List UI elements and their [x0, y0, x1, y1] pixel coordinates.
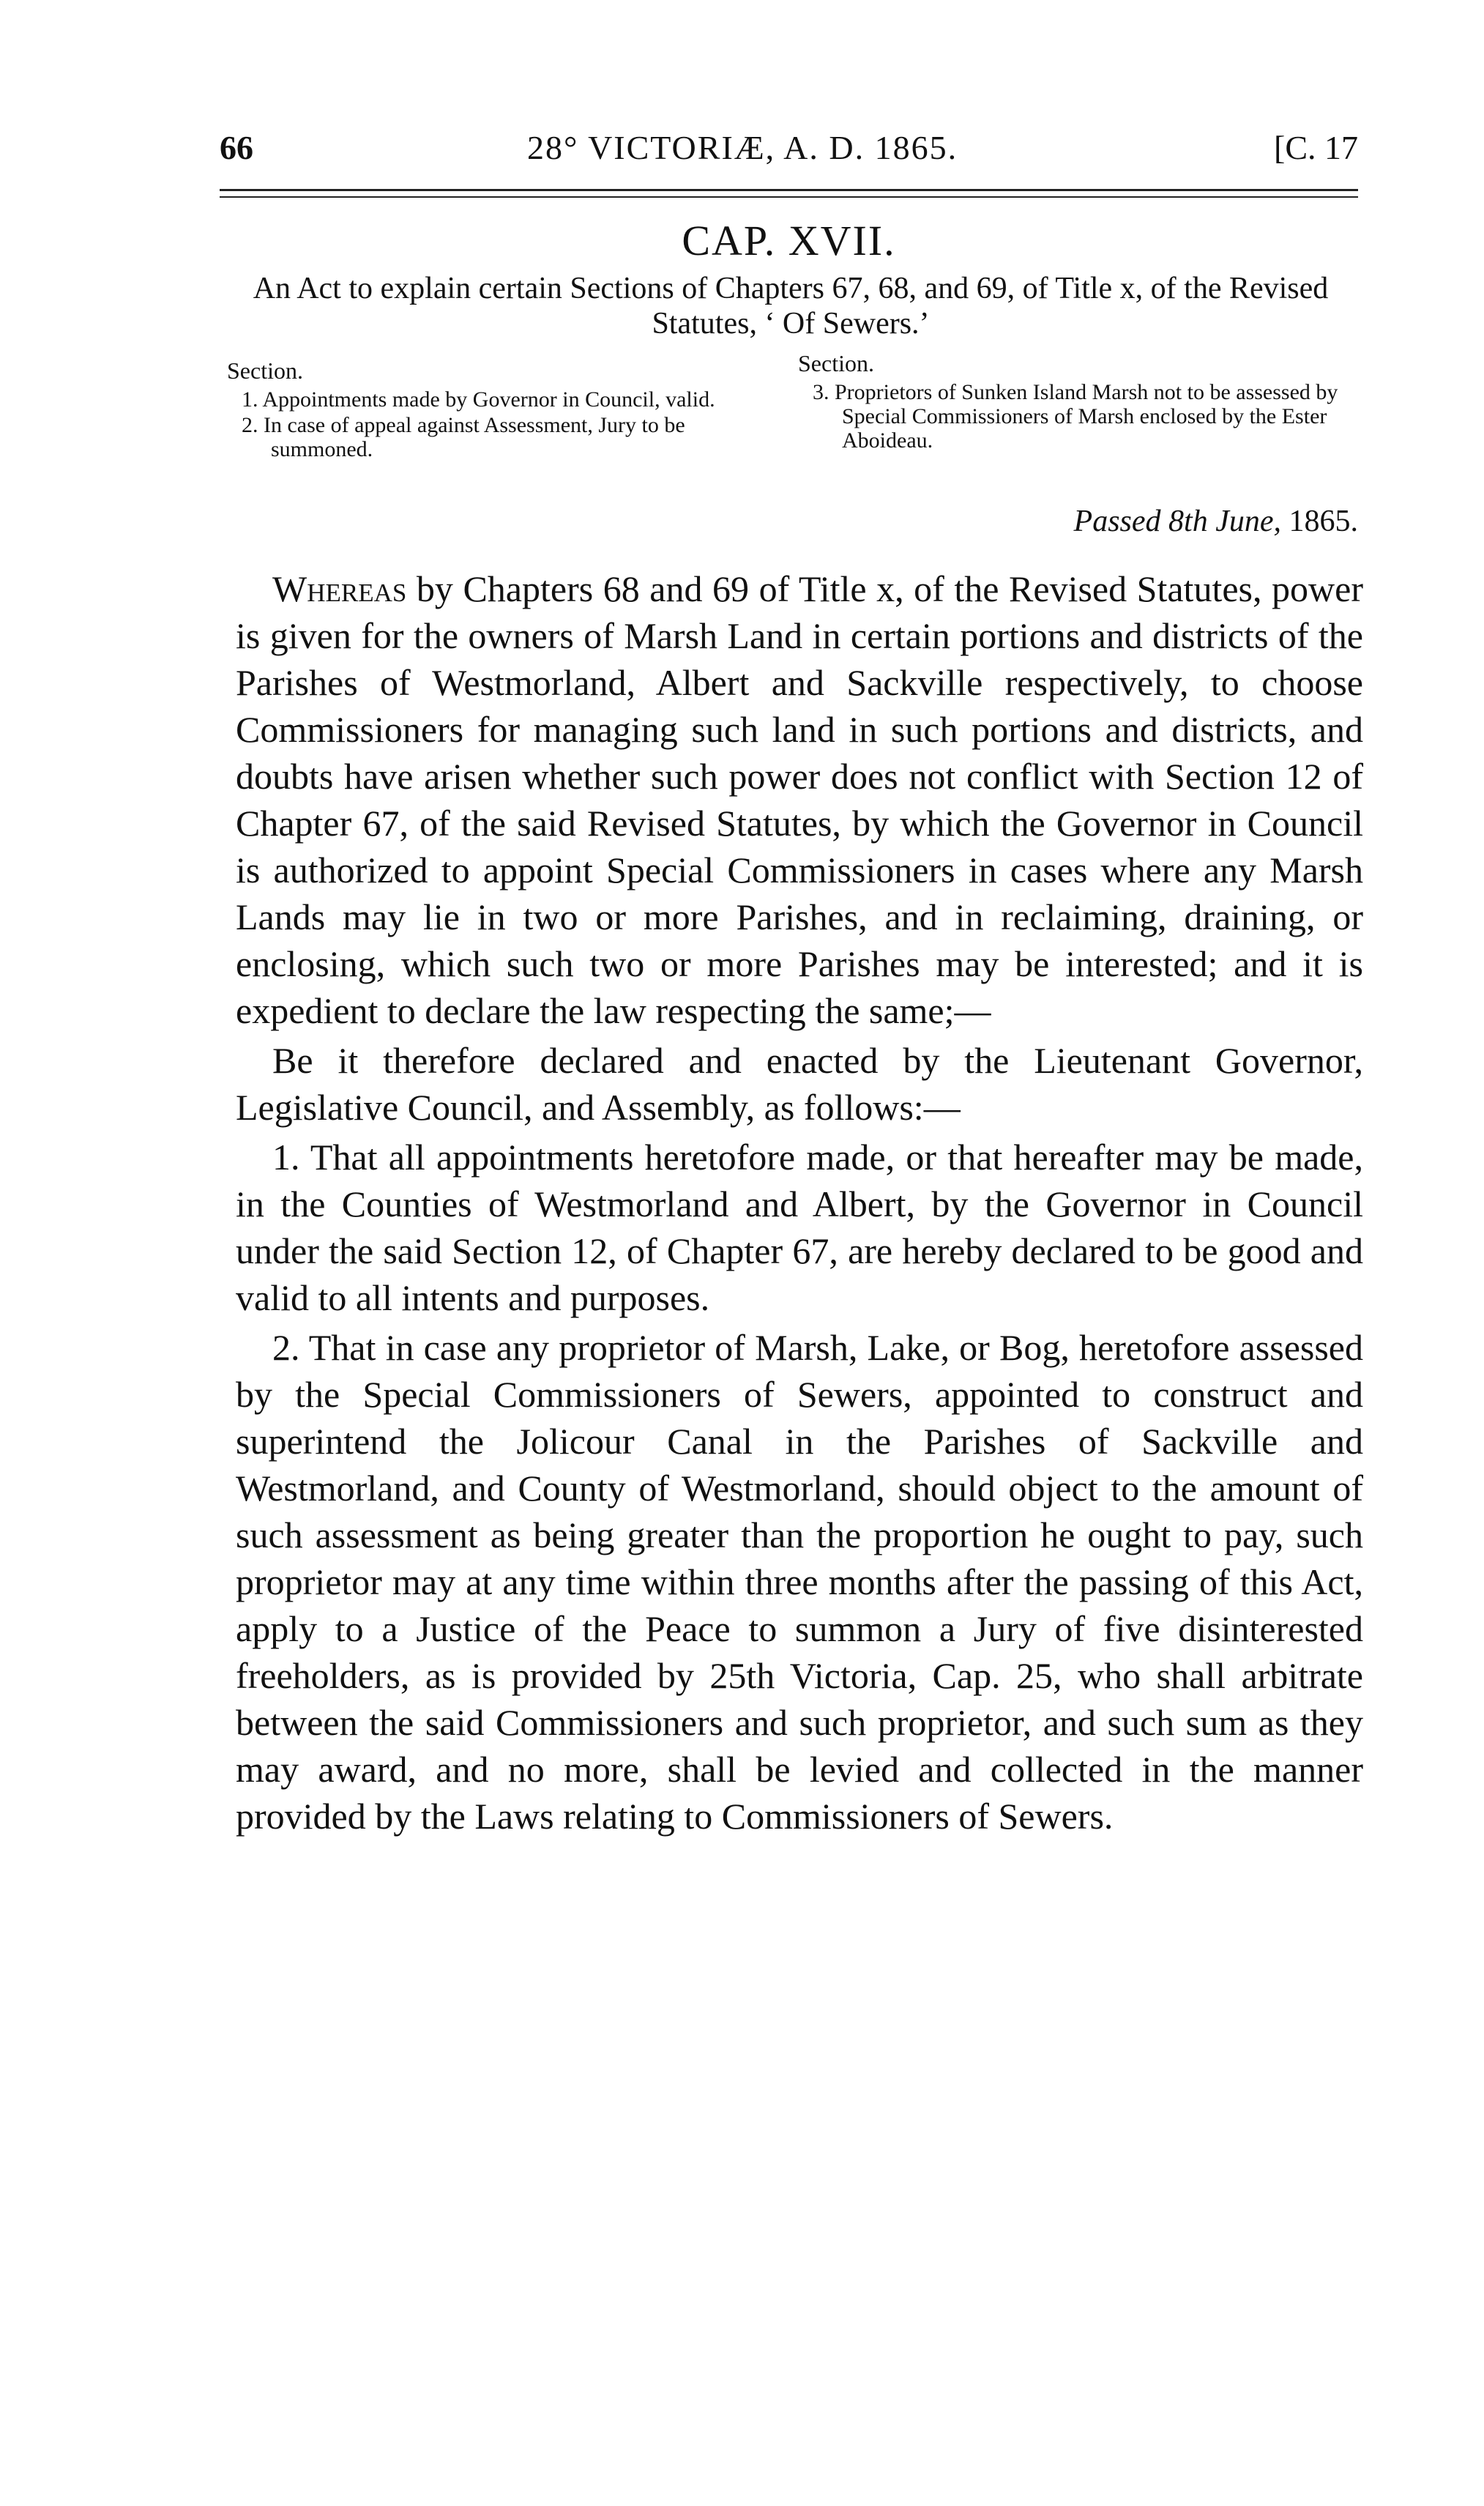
enacting-clause: Be it therefore declared and enacted by the Lieutenant Governor, Legislative Council, and Assembly, as follows:— [236, 1040, 1363, 1128]
preamble-paragraph [236, 565, 1363, 1034]
page-number: 66 [220, 129, 253, 166]
act-title: An Act to explain certain Sections of Chapters 67, 68, and 69, of Title x, of the Revised Statutes, ‘ Of Sewers.’ [253, 272, 1329, 341]
running-head-chapter: [C. 17 [1274, 129, 1358, 166]
passed-date-year: 1865. [1281, 505, 1358, 538]
section-2-paragraph: 2. That in case any proprietor of Marsh, Lake, or Bog, heretofore assessed by the Special Commissioners of Sewers, appointed to construct and superintend the Jolicour Canal in the Parishes of Sackville and Westmorland, and County of Westmorland, should object to the amount of such assessment as being greater than the proportion he ought to pay, such proprietor may at any time within three months after the passing of this Act, apply to a Justice of the Peace to summon a Jury of five disinterested freeholders, as is provided by 25th Victoria, Cap. 25, who shall arbitrate between the said Commissioners and such proprietor, and such sum as they may award, and no more, shall be levied and collected in the manner provided by the Laws relating to Commissioners of Sewers. [236, 1327, 1363, 1837]
section-summary-item: 1. Appointments made by Governor in Council, valid. [242, 387, 715, 412]
header-rule [220, 189, 1358, 191]
preamble-text: by Chapters 68 and 69 of Title x, of the Revised Statutes, power is given for the owners of Marsh Land in certain portions and districts of the Parishes of Westmorland, Albert and Sackville respectively, to choose Commissioners for managing such land in such portions and districts, and doubts have arisen whether such power does not conflict with Section 12 of Chapter 67, of the said Revised Statutes, by which the Governor in Council is authorized to appoint Special Commissioners in cases where any Marsh Lands may lie in two or more Parishes, and in reclaiming, draining, or enclosing, which such two or more Parishes may be interested; and it is expedient to declare the law respecting the same;— [236, 568, 1363, 1031]
running-head [220, 128, 1358, 179]
section-summary-heading: Section. [798, 350, 874, 376]
header-rule-double [220, 196, 1358, 198]
running-head-title: 28° VICTORIÆ, A. D. 1865. [527, 129, 958, 166]
section-summary-heading: Section. [227, 357, 303, 384]
section-summary-item: 2. In case of appeal against Assessment, Jury to be summoned. [242, 413, 685, 461]
act-body [236, 565, 1363, 1840]
chapter-heading: CAP. XVII. [682, 217, 896, 264]
section-summary-right [798, 350, 1354, 454]
preamble-lead-word: Whereas [272, 568, 407, 609]
passed-date-label: Passed 8th June, [1073, 505, 1281, 538]
section-summary-left [227, 359, 783, 463]
section-1-paragraph: 1. That all appointments heretofore made, or that hereafter may be made, in the Counties of Westmorland and Albert, by the Governor in Council under the said Section 12, of Chapter 67, are hereby declared to be good and valid to all intents and purposes. [236, 1137, 1363, 1318]
section-summary-item: 3. Proprietors of Sunken Island Marsh not to be assessed by Special Commissioners of Marsh enclosed by the Ester Aboideau. [813, 380, 1338, 453]
passed-date [1074, 504, 1358, 539]
